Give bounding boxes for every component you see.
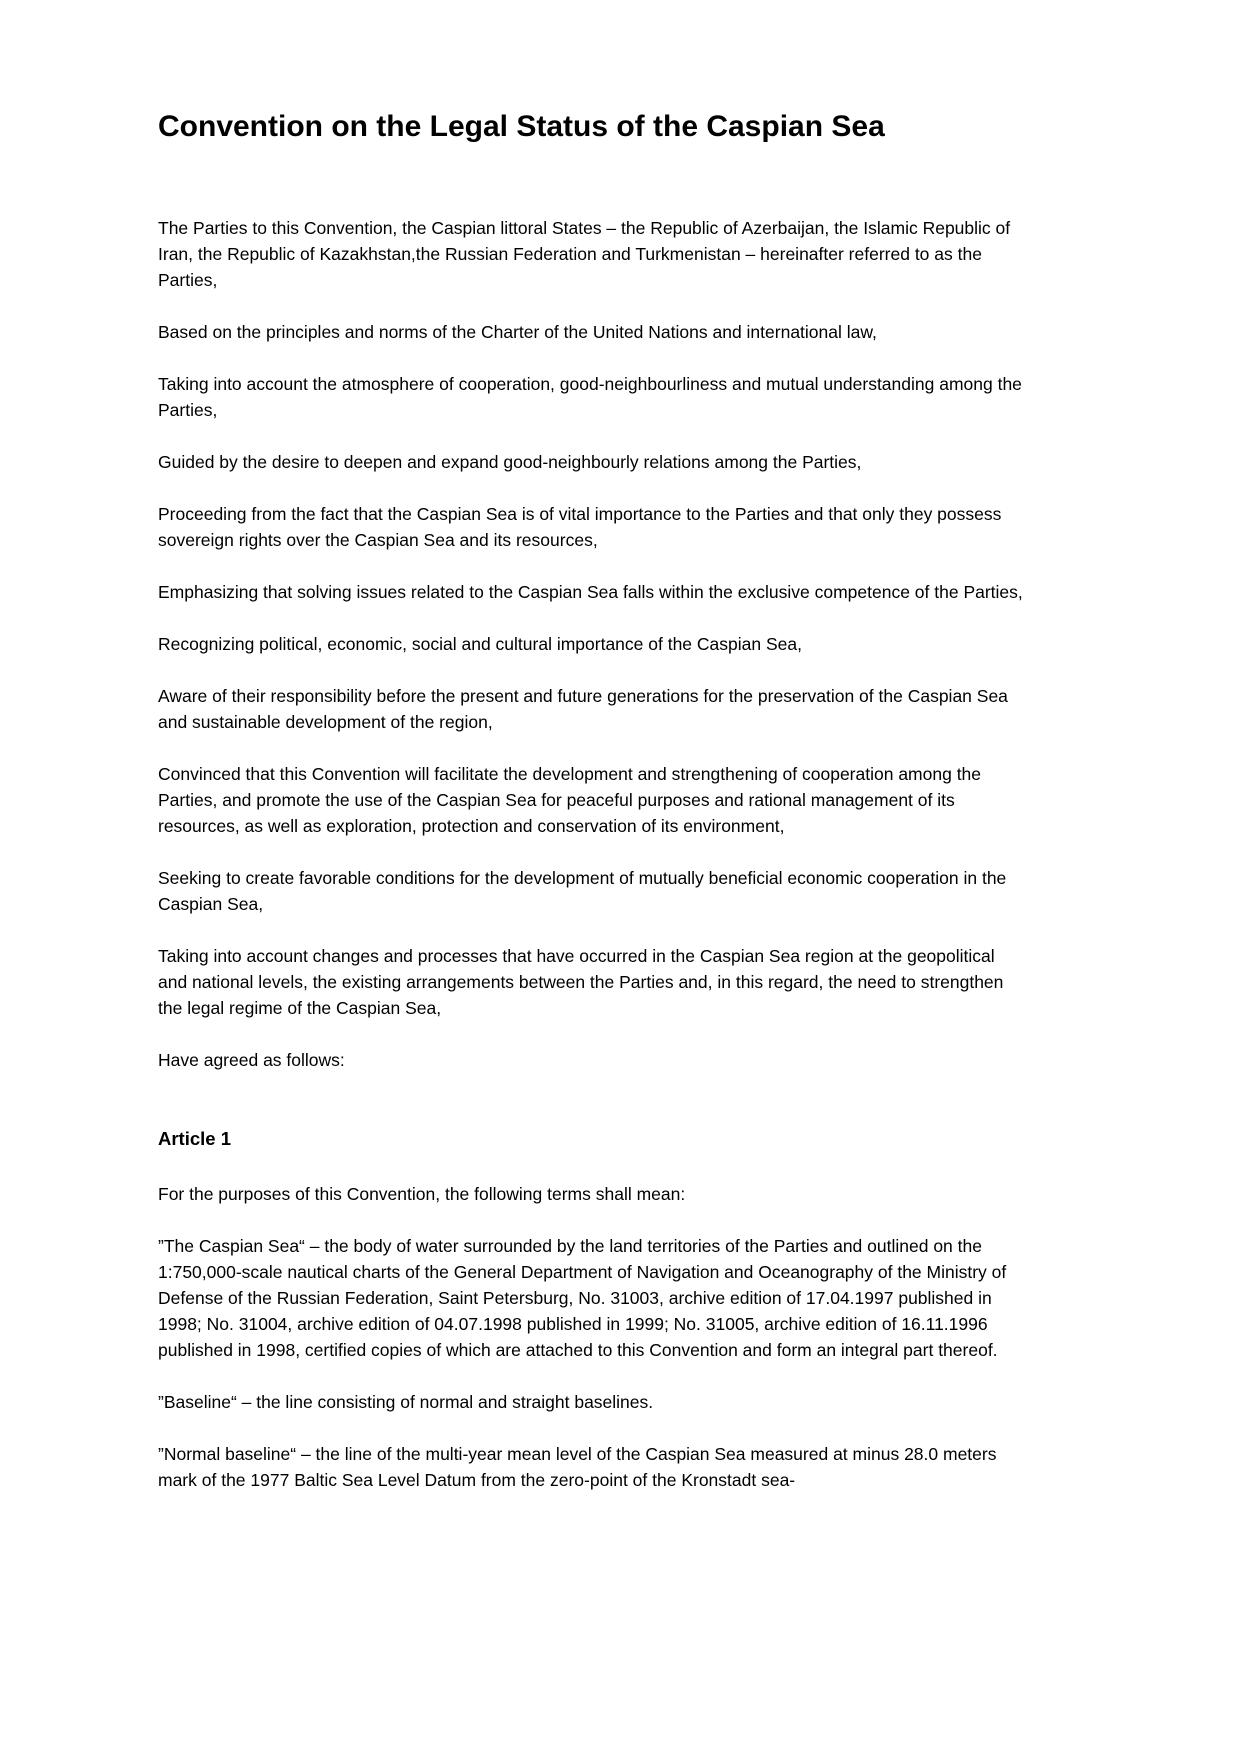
article-1-paragraph: ”Normal baseline“ – the line of the multi-year mean level of the Caspian Sea measured at minus 28.0 meters mark of the 1977 Baltic Sea Level Datum from the zero-point of the Kronstadt sea- xyxy=(158,1444,997,1490)
preamble-paragraph: Taking into account the atmosphere of cooperation, good-neighbourliness and mutual understanding among the Parties, xyxy=(158,374,1022,420)
preamble-paragraph: Guided by the desire to deepen and expand good-neighbourly relations among the Parties, xyxy=(158,452,862,472)
preamble-paragraph: Aware of their responsibility before the present and future generations for the preservation of the Caspian Sea and sustainable development of the region, xyxy=(158,686,1008,732)
article-1-paragraph: ”The Caspian Sea“ – the body of water surrounded by the land territories of the Parties and outlined on the 1:750,000-scale nautical charts of the General Department of Navigation and Oceanography of the Ministry of Defense of the Russian Federation, Saint Petersburg, No. 31003, archive edition of 17.04.1997 published in 1998; No. 31004, archive edition of 04.07.1998 published in 1999; No. 31005, archive edition of 16.11.1996 published in 1998, certified copies of which are attached to this Convention and form an integral part thereof. xyxy=(158,1236,1007,1360)
article-1-paragraph: For the purposes of this Convention, the following terms shall mean: xyxy=(158,1184,686,1204)
preamble-paragraph: Emphasizing that solving issues related to the Caspian Sea falls within the exclusive competence of the Parties, xyxy=(158,582,1023,602)
article-1-paragraph: ”Baseline“ – the line consisting of normal and straight baselines. xyxy=(158,1392,654,1412)
preamble-paragraph: Taking into account changes and processes that have occurred in the Caspian Sea region at the geopolitical and national levels, the existing arrangements between the Parties and, in this regard, the need to strengthen the legal regime of the Caspian Sea, xyxy=(158,946,1004,1018)
preamble-paragraph: The Parties to this Convention, the Caspian littoral States – the Republic of Azerbaijan, the Islamic Republic of Iran, the Republic of Kazakhstan,the Russian Federation and Turkmenistan – hereinafter referred to as the Parties, xyxy=(158,218,1011,290)
preamble-paragraph: Proceeding from the fact that the Caspian Sea is of vital importance to the Parties and that only they possess sovereign rights over the Caspian Sea and its resources, xyxy=(158,504,1002,550)
article-1-heading: Article 1 xyxy=(158,1128,232,1149)
preamble-paragraph: Convinced that this Convention will facilitate the development and strengthening of cooperation among the Parties, and promote the use of the Caspian Sea for peaceful purposes and rational management of its resources, as well as exploration, protection and conservation of its environment, xyxy=(158,764,982,836)
preamble-paragraph: Recognizing political, economic, social and cultural importance of the Caspian Sea, xyxy=(158,634,802,654)
document-content xyxy=(158,108,1024,1519)
preamble-paragraph: Based on the principles and norms of the Charter of the United Nations and international law, xyxy=(158,322,877,342)
document-title: Convention on the Legal Status of the Caspian Sea xyxy=(158,110,885,143)
preamble-paragraph: Have agreed as follows: xyxy=(158,1050,345,1070)
preamble-paragraph: Seeking to create favorable conditions for the development of mutually beneficial economic cooperation in the Caspian Sea, xyxy=(158,868,1007,914)
